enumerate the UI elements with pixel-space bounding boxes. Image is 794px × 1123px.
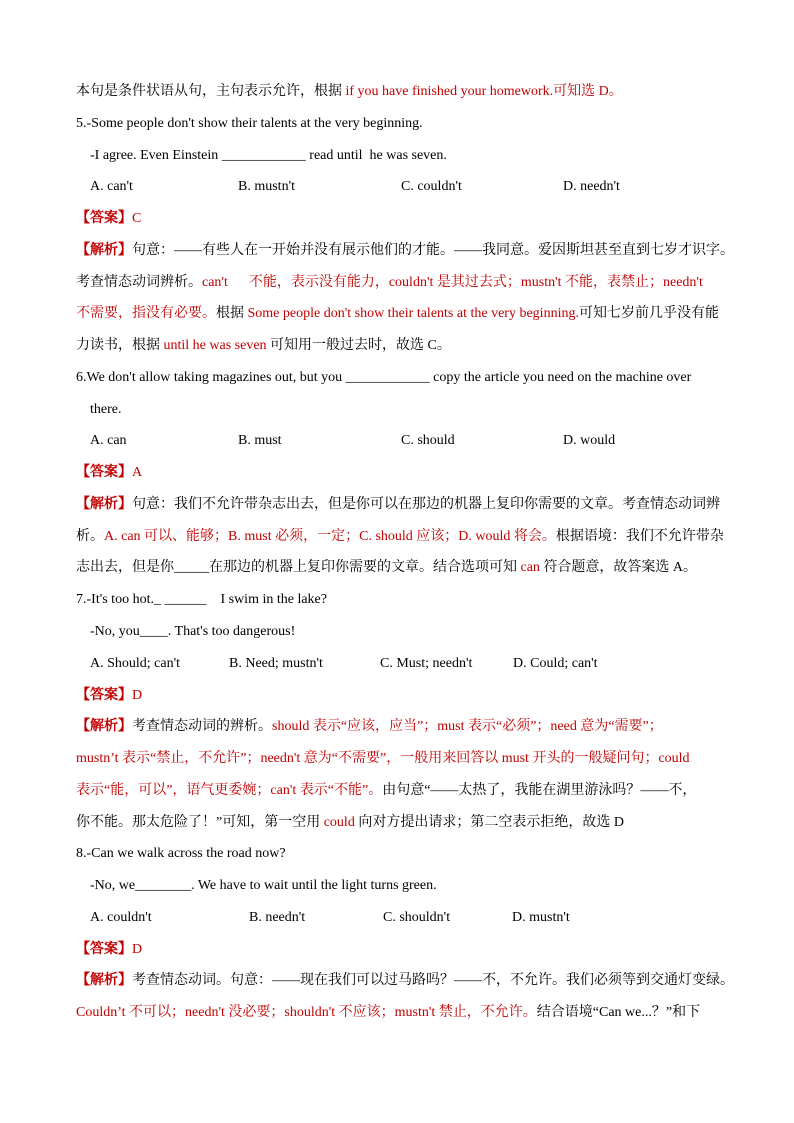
option-a: A. can't [90, 179, 133, 195]
option-c: C. shouldn't [383, 909, 451, 925]
analysis-segment: can't 不能，表示没有能力，couldn't 是其过去式；mustn't 不能，表禁止；needn't [202, 274, 703, 290]
analysis-line [76, 807, 766, 839]
analysis-segment: 不需要，指没有必要。 [76, 306, 216, 322]
analysis-segment: 向对方提出请求；第二空表示拒绝，故选 D [354, 814, 624, 830]
question-stem-line [76, 870, 766, 902]
options-row [76, 425, 766, 457]
analysis-label: 【解析】 [76, 973, 132, 989]
question-stem-text: 6.We don't allow taking magazines out, but you ____________ copy the article you need on the machine over [76, 369, 692, 385]
option-b: B. must [238, 433, 282, 449]
option-c: C. should [401, 433, 455, 449]
question-stem-line [76, 838, 766, 870]
question-stem-text: -No, you____. That's too dangerous! [90, 624, 296, 640]
document-body [76, 76, 766, 1029]
answer-value: D [132, 941, 143, 957]
analysis-segment: 考查情态动词。句意：——现在我们可以过马路吗？——不，不允许。我们必须等到交通灯变绿。 [132, 973, 734, 989]
analysis-segment: 可知用一般过去时，故选 C。 [266, 338, 451, 354]
answer-line [76, 680, 766, 712]
question-stem-line [76, 616, 766, 648]
question-stem-text: 5.-Some people don't show their talents at the very beginning. [76, 115, 423, 131]
question-stem-text: 8.-Can we walk across the road now? [76, 846, 286, 862]
analysis-segment: if you have finished your homework.可知选 D。 [345, 84, 623, 99]
question-stem-line [76, 140, 766, 172]
analysis-segment: 本句是条件状语从句，主句表示允许，根据 [76, 84, 346, 99]
analysis-line [76, 711, 766, 743]
option-a: A. Should; can't [90, 655, 181, 671]
option-c: C. Must; needn't [380, 655, 473, 671]
analysis-line [76, 521, 766, 553]
analysis-segment: 志出去，但是你_____在那边的机器上复印你需要的文章。结合选项可知 [76, 560, 521, 576]
analysis-line [76, 298, 766, 330]
analysis-segment: Couldn’t 不可以；needn't 没必要；shouldn't 不应该；mustn't 禁止，不允许。 [76, 1005, 537, 1021]
answer-value: A [132, 465, 143, 481]
answer-label: 【答案】 [76, 211, 132, 227]
analysis-segment: 根据语境：我们不允许带杂 [555, 528, 724, 544]
analysis-line [76, 997, 766, 1029]
question-stem-text: -No, we________. We have to wait until the light turns green. [90, 878, 437, 894]
analysis-segment: should 表示“应该，应当”；must 表示“必须”；need 意为“需要”； [272, 719, 663, 735]
question-stem-line [76, 108, 766, 140]
analysis-segment: mustn’t 表示“禁止，不允许”；needn't 意为“不需要”，一般用来回答以 must 开头的一般疑问句；could [76, 751, 690, 767]
question-stem-text: there. [90, 401, 122, 417]
analysis-line [76, 489, 766, 521]
analysis-line [76, 235, 766, 267]
option-b: B. Need; mustn't [229, 655, 323, 671]
options-row [76, 902, 766, 934]
option-a: A. can [90, 433, 127, 449]
option-d: D. needn't [563, 179, 620, 195]
option-d: D. would [563, 433, 616, 449]
option-a: A. couldn't [90, 909, 152, 925]
analysis-segment: can [520, 560, 540, 576]
analysis-segment: 力读书，根据 [76, 338, 164, 354]
analysis-segment: 表示“能，可以”，语气更委婉；can't 表示“不能”。 [76, 782, 383, 798]
answer-label: 【答案】 [76, 465, 132, 481]
analysis-line [76, 965, 766, 997]
analysis-label: 【解析】 [76, 719, 132, 735]
analysis-line [76, 330, 766, 362]
answer-line [76, 203, 766, 235]
analysis-segment: 你不能。那太危险了！”可知，第一空用 [76, 814, 324, 830]
answer-line [76, 457, 766, 489]
analysis-line [76, 267, 766, 299]
analysis-segment: 考查情态动词辨析。 [76, 274, 202, 290]
answer-value: C [132, 211, 142, 227]
question-stem-line [76, 362, 766, 394]
analysis-segment: could [323, 814, 355, 830]
analysis-segment: until he was seven [163, 338, 267, 354]
analysis-line [76, 552, 766, 584]
analysis-segment: 结合语境“Can we...？”和下 [536, 1005, 701, 1021]
analysis-segment: 句意：——有些人在一开始并没有展示他们的才能。——我同意。爱因斯坦甚至直到七岁才识字。 [132, 242, 734, 258]
option-b: B. needn't [249, 909, 306, 925]
analysis-segment: A. can 可以、能够；B. must 必须，一定；C. should 应该；D. would 将会。 [104, 528, 556, 544]
answer-label: 【答案】 [76, 687, 132, 703]
analysis-segment: 考查情态动词的辨析。 [132, 719, 272, 735]
answer-line [76, 934, 766, 966]
option-c: C. couldn't [401, 179, 462, 195]
analysis-segment: 由句意“——太热了，我能在湖里游泳吗？——不， [382, 782, 697, 798]
question-stem-text: -I agree. Even Einstein ____________ read until he was seven. [90, 147, 447, 163]
options-row [76, 648, 766, 680]
analysis-continuation-line [76, 76, 766, 108]
analysis-segment: 析。 [76, 528, 104, 544]
analysis-line [76, 743, 766, 775]
answer-label: 【答案】 [76, 941, 132, 957]
analysis-line [76, 775, 766, 807]
option-b: B. mustn't [238, 179, 295, 195]
question-stem-line [76, 584, 766, 616]
analysis-segment: 根据 [216, 306, 248, 322]
answer-value: D [132, 687, 143, 703]
option-d: D. mustn't [512, 909, 570, 925]
analysis-segment: 符合题意，故答案选 A。 [539, 560, 698, 576]
analysis-segment: Some people don't show their talents at the very beginning. [247, 306, 579, 322]
options-row [76, 171, 766, 203]
question-stem-line [76, 394, 766, 426]
analysis-segment: 句意：我们不允许带杂志出去，但是你可以在那边的机器上复印你需要的文章。考查情态动词辨 [132, 496, 720, 512]
question-stem-text: 7.-It's too hot._ ______ I swim in the lake? [76, 592, 327, 608]
analysis-segment: 可知七岁前几乎没有能 [578, 306, 719, 322]
option-d: D. Could; can't [513, 655, 598, 671]
analysis-label: 【解析】 [76, 496, 132, 512]
analysis-label: 【解析】 [76, 242, 132, 258]
